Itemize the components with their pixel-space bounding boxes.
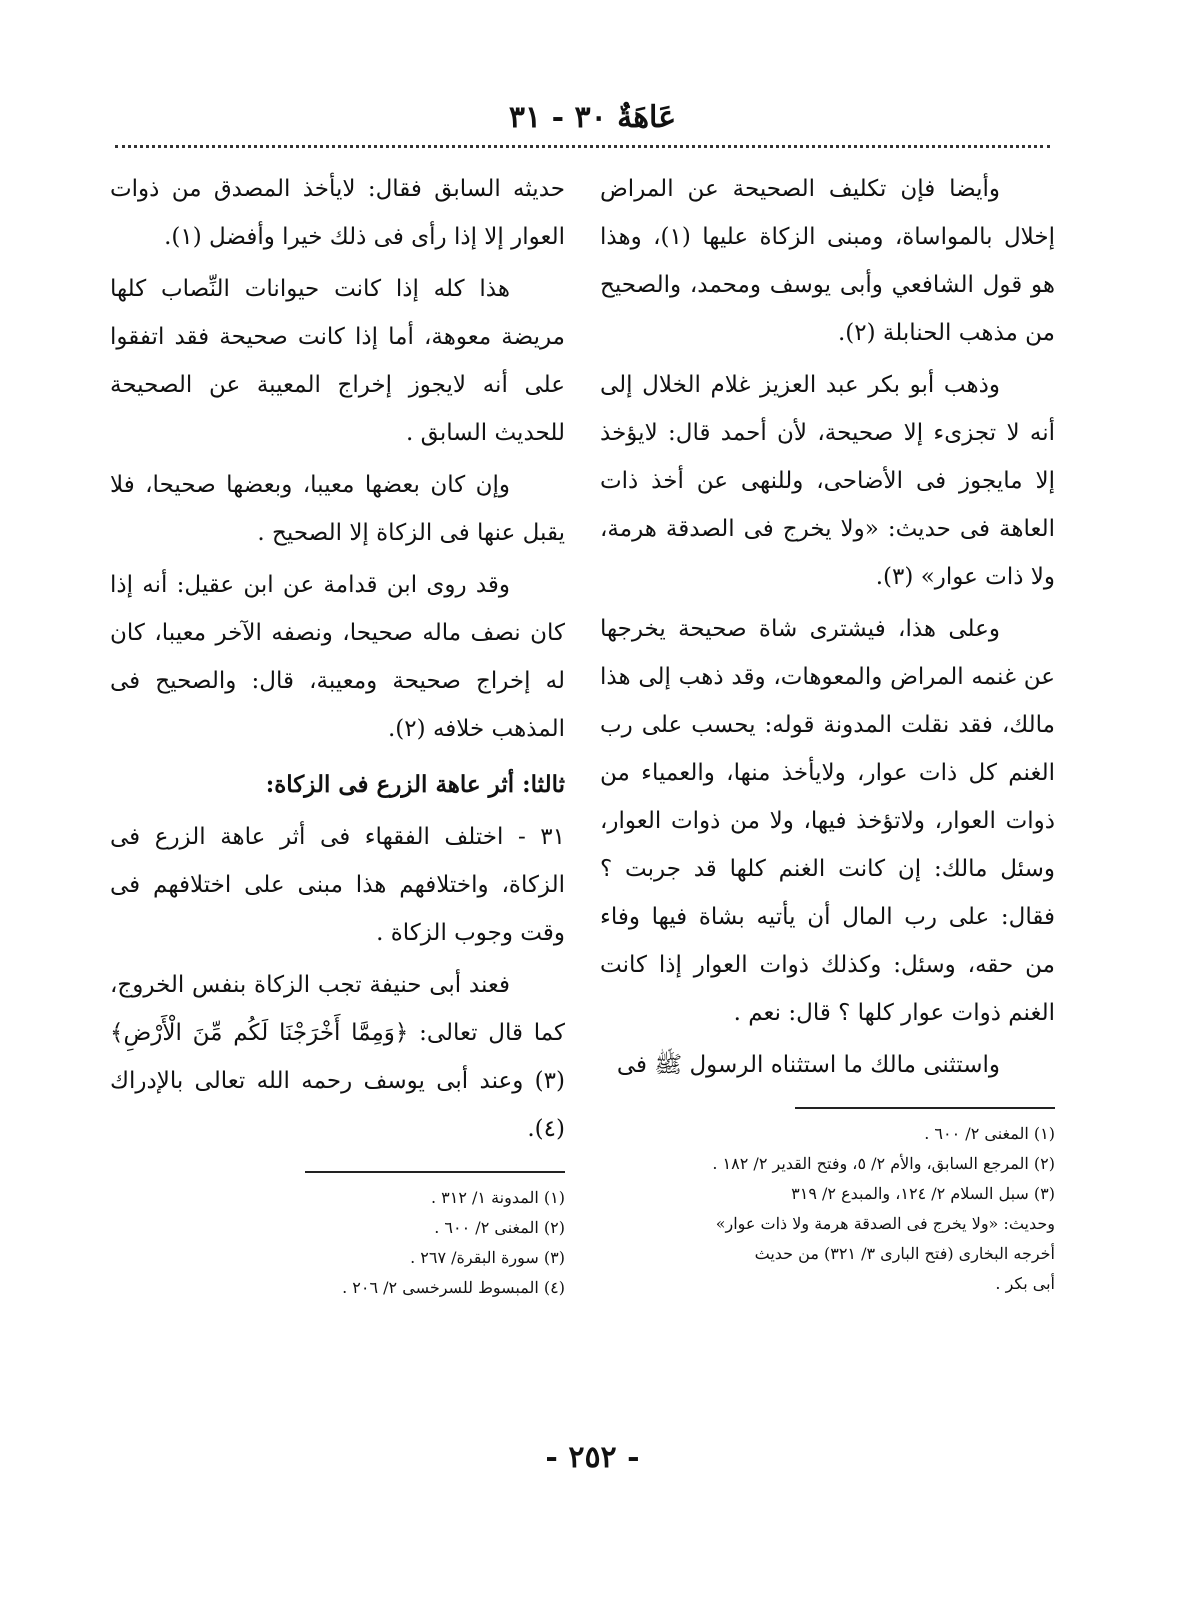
footnote: (٣) سبل السلام ٢/ ١٢٤، والمبدع ٢/ ٣١٩	[791, 1184, 1055, 1203]
footnote: (٤) المبسوط للسرخسى ٢/ ٢٠٦ .	[342, 1278, 565, 1297]
footnote: (٢) المرجع السابق، والأم ٢/ ٥، وفتح القدير ٢/ ١٨٢ .	[712, 1154, 1055, 1173]
paragraph: فعند أبى حنيفة تجب الزكاة بنفس الخروج، كما قال تعالى: ﴿وَمِمَّا أَخْرَجْنَا لَكُم مِّنَ الْأَرْضِ﴾ (٣) وعند أبى يوسف رحمه الله تعالى بالإدراك (٤).	[110, 972, 565, 1142]
left-column	[110, 165, 565, 1303]
paragraph: وإن كان بعضها معيبا، وبعضها صحيحا، فلا يقبل عنها فى الزكاة إلا الصحيح .	[110, 472, 565, 546]
footnote: أبى بكر .	[995, 1274, 1055, 1293]
paragraph: ٣١ - اختلف الفقهاء فى أثر عاهة الزرع فى الزكاة، واختلافهم هذا مبنى على اختلافهم فى وقت وجوب الزكاة .	[110, 824, 565, 946]
footnote: أخرجه البخارى (فتح البارى ٣/ ٣٢١) من حديث	[754, 1244, 1055, 1263]
right-column	[600, 165, 1055, 1299]
footnote-rule	[305, 1171, 565, 1173]
paragraph: وقد روى ابن قدامة عن ابن عقيل: أنه إذا كان نصف ماله صحيحا، ونصفه الآخر معيبا، كان له إخراج صحيحة ومعيبة، قال: والصحيح فى المذهب خلافه (٢).	[110, 572, 565, 742]
footnote: وحديث: «ولا يخرج فى الصدقة هرمة ولا ذات عوار»	[715, 1214, 1055, 1233]
running-header-title: عَاهَةٌ ٣٠ - ٣١	[508, 100, 677, 135]
paragraph: وأيضا فإن تكليف الصحيحة عن المراض إخلال بالمواساة، ومبنى الزكاة عليها (١)، وهذا هو قول الشافعي وأبى يوسف ومحمد، والصحيح من مذهب الحنابلة (٢).	[600, 176, 1055, 346]
paragraph: وعلى هذا، فيشترى شاة صحيحة يخرجها عن غنمه المراض والمعوهات، وقد ذهب إلى هذا مالك، فقد نقلت المدونة قوله: يحسب على رب الغنم كل ذات عوار، ولايأخذ منها، والعمياء من ذوات العوار، ولاتؤخذ فيها، ولا من ذوات العوار، وسئل مالك: إن كانت الغنم كلها قد جربت ؟ فقال: على رب المال أن يأتيه بشاة فيها وفاء من حقه، وسئل: وكذلك ذوات العوار إذا كانت الغنم ذوات عوار كلها ؟ قال: نعم .	[600, 616, 1055, 1026]
paragraph: وذهب أبو بكر عبد العزيز غلام الخلال إلى أنه لا تجزىء إلا صحيحة، لأن أحمد قال: لايؤخذ إلا مايجوز فى الأضاحى، وللنهى عن أخذ ذات العاهة فى حديث: «ولا يخرج فى الصدقة هرمة، ولا ذات عوار» (٣).	[600, 372, 1055, 590]
paragraph: حديثه السابق فقال: لايأخذ المصدق من ذوات العوار إلا إذا رأى فى ذلك خيرا وأفضل (١).	[110, 176, 565, 250]
footnote: (٣) سورة البقرة/ ٢٦٧ .	[410, 1248, 565, 1267]
footnotes	[600, 1119, 1055, 1299]
section-heading: ثالثا: أثر عاهة الزرع فى الزكاة:	[265, 771, 565, 798]
page-number: - ٢٥٢ -	[545, 1440, 640, 1475]
footnote: (٢) المغنى ٢/ ٦٠٠ .	[434, 1218, 565, 1237]
paragraph: واستثنى مالك ما استثناه الرسول ﷺ فى	[616, 1052, 1000, 1078]
footnotes	[110, 1183, 565, 1303]
paragraph: هذا كله إذا كانت حيوانات النِّصاب كلها مريضة معوهة، أما إذا كانت صحيحة فقد اتفقوا على أنه لايجوز إخراج المعيبة عن الصحيحة للحديث السابق .	[110, 276, 565, 446]
footnote-rule	[795, 1107, 1055, 1109]
footnote: (١) المدونة ١/ ٣١٢ .	[430, 1188, 565, 1207]
header-dotted-rule	[115, 145, 1050, 148]
footnote: (١) المغنى ٢/ ٦٠٠ .	[924, 1124, 1055, 1143]
